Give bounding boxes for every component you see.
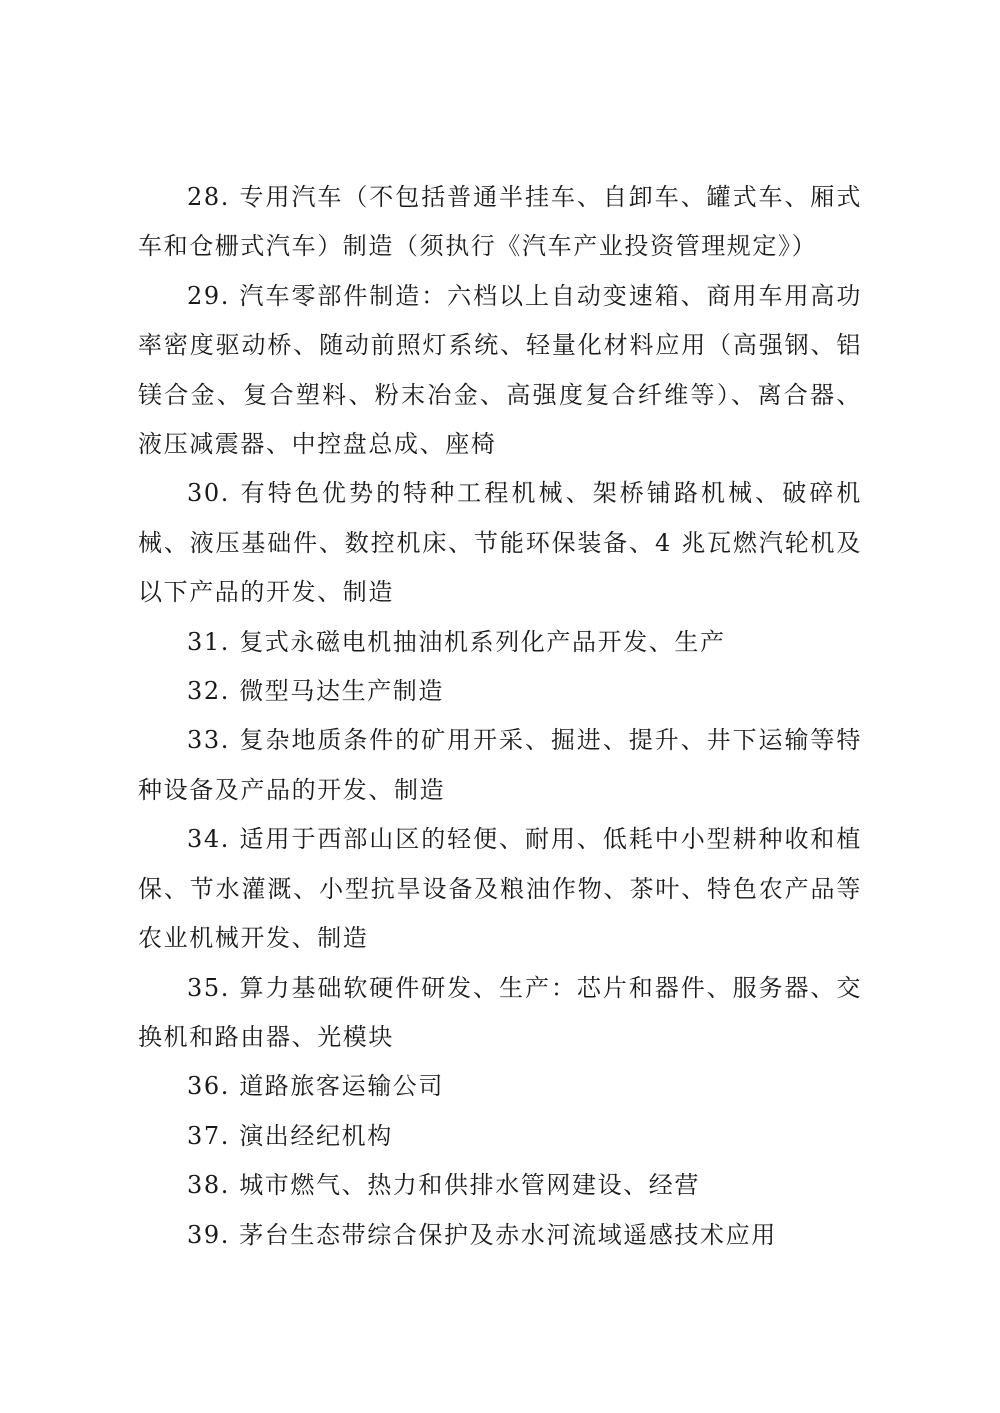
list-item-32: 32. 微型马达生产制造: [187, 677, 444, 706]
list-item-28: 28. 专用汽车（不包括普通半挂车、自卸车、罐式车、厢式车和仓栅式汽车）制造（须执行《汽车产业投资管理规定》）: [138, 183, 862, 261]
list-item-29: 29. 汽车零部件制造：六档以上自动变速箱、商用车用高功率密度驱动桥、随动前照灯系统、轻量化材料应用（高强钢、铝镁合金、复合塑料、粉末冶金、高强度复合纤维等）、离合器、液压减震器、中控盘总成、座椅: [138, 281, 862, 459]
list-item-37: 37. 演出经纪机构: [187, 1121, 393, 1150]
list-item-30: 30. 有特色优势的特种工程机械、架桥铺路机械、破碎机械、液压基础件、数控机床、节能环保装备、4 兆瓦燃汽轮机及以下产品的开发、制造: [138, 479, 862, 607]
list-item-33: 33. 复杂地质条件的矿用开采、掘进、提升、井下运输等特种设备及产品的开发、制造: [138, 726, 862, 804]
list-item-38: 38. 城市燃气、热力和供排水管网建设、经营: [187, 1171, 700, 1200]
list-item-39: 39. 茅台生态带综合保护及赤水河流域遥感技术应用: [187, 1220, 777, 1249]
list-item-34: 34. 适用于西部山区的轻便、耐用、低耗中小型耕种收和植保、节水灌溉、小型抗旱设备及粮油作物、茶叶、特色农产品等农业机械开发、制造: [138, 825, 862, 953]
list-item-35: 35. 算力基础软硬件研发、生产：芯片和器件、服务器、交换机和路由器、光模块: [138, 973, 862, 1051]
item-list: [138, 173, 862, 1260]
list-item-31: 31. 复式永磁电机抽油机系列化产品开发、生产: [187, 627, 726, 656]
list-item-36: 36. 道路旅客运输公司: [187, 1072, 444, 1101]
